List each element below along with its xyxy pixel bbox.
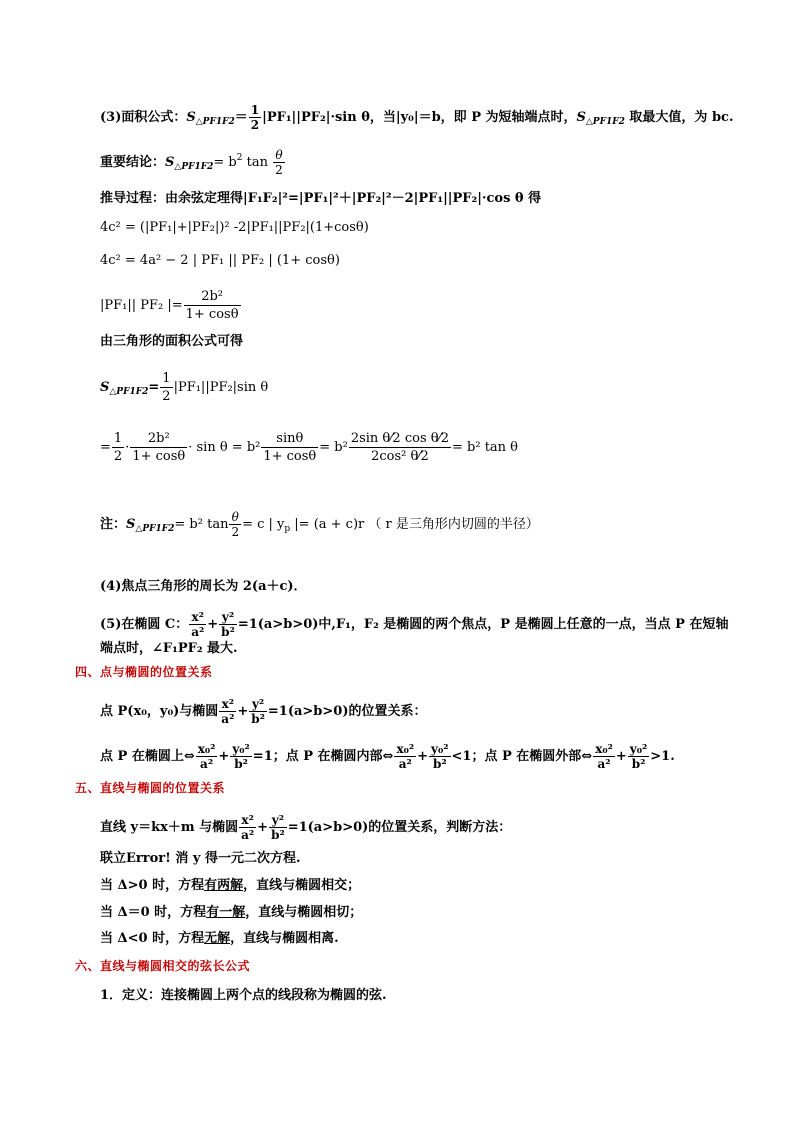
s4p1-y-den: b² bbox=[251, 712, 265, 726]
kc-fraction bbox=[273, 148, 285, 177]
eq5-f4-den: 2cos² θ⁄2 bbox=[349, 447, 451, 465]
s4p1-x-num: x² bbox=[221, 697, 235, 711]
item5-y-num: y² bbox=[221, 610, 235, 624]
derivation-eq1: 4c² = (|PF₁|+|PF₂|)² -2|PF₁||PF₂|(1+cosθ) bbox=[100, 220, 369, 235]
s5p4-b: ，直线与椭圆相切； bbox=[245, 905, 363, 920]
area-text: 由三角形的面积公式可得 bbox=[100, 334, 244, 349]
section6-heading: 六、直线与椭圆相交的弦长公式 bbox=[75, 959, 251, 973]
kc-s-sub: △PF1F2 bbox=[174, 162, 214, 172]
key-conclusion-label: 重要结论： bbox=[100, 155, 166, 170]
item5-x-num: x² bbox=[191, 610, 204, 624]
derivation-eq2: 4c² = 4a² − 2 | PF₁ || PF₂ | (1+ cosθ) bbox=[100, 253, 340, 268]
s5p3-b: ，直线与椭圆相交； bbox=[243, 878, 361, 893]
area-s2-sub: △PF1F2 bbox=[585, 117, 625, 127]
perimeter-line: (4)焦点三角形的周长为 2(a＋c)． bbox=[100, 579, 307, 594]
s4p1-plus: + bbox=[237, 704, 249, 719]
area-formula-line bbox=[100, 103, 733, 132]
s4p2-f4 bbox=[429, 742, 450, 771]
s4p1-y-fraction bbox=[249, 697, 267, 726]
note-fraction bbox=[229, 510, 241, 539]
derivation-eq5 bbox=[100, 430, 518, 465]
s4p1-x-fraction bbox=[219, 697, 236, 726]
item5-line2: 端点时，∠F₁PF₂ 最大. bbox=[100, 641, 238, 656]
key-conclusion-line bbox=[100, 148, 286, 177]
s5p1-x-den: a² bbox=[241, 828, 255, 842]
eq4-eq: = bbox=[148, 380, 160, 395]
section5-p1 bbox=[100, 813, 511, 842]
note-eq: = b² tan bbox=[174, 517, 229, 532]
s4p2-f2 bbox=[230, 742, 251, 771]
section4-heading: 四、点与椭圆的位置关系 bbox=[75, 665, 213, 679]
note-num: θ bbox=[231, 510, 239, 524]
note-p: p bbox=[284, 524, 291, 534]
s5p1-y-den: b² bbox=[271, 828, 285, 842]
s5p4-a: 当 Δ＝0 时，方程 bbox=[100, 905, 207, 920]
eq5-f4 bbox=[349, 430, 451, 465]
eq5-end: = b² tan θ bbox=[452, 440, 519, 455]
eq4-s: S bbox=[100, 380, 110, 395]
derivation-eq3 bbox=[100, 288, 242, 323]
s4p1-y-num: y² bbox=[251, 697, 265, 711]
eq5-dot: · bbox=[125, 440, 130, 455]
eq5-mid2: = b² bbox=[319, 440, 348, 455]
area-formula-prefix: (3)面积公式： bbox=[100, 110, 187, 125]
note-tail2: |= (a + c)r （ r 是三角形内切圆的半径） bbox=[290, 517, 539, 532]
s4p1-x-den: a² bbox=[221, 712, 235, 726]
item5-line1 bbox=[100, 610, 728, 639]
s4p2-f5-num: x₀² bbox=[595, 742, 613, 756]
section5-p3 bbox=[100, 877, 360, 895]
s4p2-f6-den: b² bbox=[628, 756, 649, 771]
eq5-start: = bbox=[100, 440, 111, 455]
s4p2-a: 点 P 在椭圆上⇔ bbox=[100, 749, 195, 764]
derivation-eq4 bbox=[100, 370, 268, 405]
area-eq: ＝ bbox=[234, 110, 248, 125]
area-half-den: 2 bbox=[250, 118, 260, 132]
eq5-f1-num: 1 bbox=[113, 431, 123, 446]
eq5-f1 bbox=[112, 430, 124, 465]
s4p2-f2-den: b² bbox=[230, 756, 251, 771]
eq5-f3-den: 1+ cosθ bbox=[263, 449, 317, 464]
s4p2-plus2: + bbox=[417, 749, 429, 764]
s5p4-u: 有一解 bbox=[206, 905, 246, 920]
eq5-f4-num: 2sin θ⁄2 cos θ⁄2 bbox=[350, 431, 450, 446]
s4p2-b: =1；点 P 在椭圆内部⇔ bbox=[252, 749, 394, 764]
eq5-f2-num: 2b² bbox=[147, 431, 170, 446]
section5-p2: 联立Error! 消 y 得一元二次方程. bbox=[100, 851, 301, 866]
s5p3-a: 当 Δ>0 时，方程 bbox=[100, 878, 205, 893]
note-s: S bbox=[126, 517, 136, 532]
s5p1-b: =1(a>b>0)的位置关系，判断方法： bbox=[287, 820, 512, 835]
section6-p1: 1．定义：连接椭圆上两个点的线段称为椭圆的弦. bbox=[100, 988, 387, 1003]
s4p1-b: =1(a>b>0)的位置关系： bbox=[267, 704, 427, 719]
s4p2-f3-num: x₀² bbox=[396, 742, 415, 756]
kc-sq: 2 bbox=[236, 153, 243, 163]
s5p1-y-num: y² bbox=[271, 813, 284, 827]
s5p1-a: 直线 y＝kx＋m 与椭圆 bbox=[100, 820, 239, 835]
item5-plus: + bbox=[207, 617, 219, 632]
eq4-fraction bbox=[160, 370, 172, 405]
eq4-num: 1 bbox=[162, 371, 171, 386]
item5-x-fraction bbox=[189, 610, 206, 639]
note-den: 2 bbox=[231, 525, 240, 539]
s4p2-f1 bbox=[196, 742, 218, 771]
item5-x-den: a² bbox=[191, 625, 205, 639]
s4p2-f3 bbox=[394, 742, 416, 771]
s4p2-plus3: + bbox=[615, 749, 627, 764]
note-line bbox=[100, 510, 539, 539]
kc-eq: = b bbox=[213, 155, 237, 170]
s5p5-a: 当 Δ<0 时，方程 bbox=[100, 931, 205, 946]
area-formula-body: |PF₁||PF₂|·sin θ，当|y₀|＝b，即 P 为短轴端点时， bbox=[262, 110, 577, 125]
eq3-left: |PF₁|| PF₂ |= bbox=[100, 298, 183, 313]
eq5-f3 bbox=[261, 430, 318, 465]
s4p2-f3-den: a² bbox=[394, 756, 416, 771]
area-s2: S bbox=[576, 110, 586, 125]
note-tail: = c | y bbox=[242, 517, 285, 532]
s4p2-f6-num: y₀² bbox=[629, 742, 648, 756]
s4p2-f2-num: y₀² bbox=[232, 742, 250, 756]
eq4-sub: △PF1F2 bbox=[109, 387, 149, 397]
s5p5-b: ，直线与椭圆相离. bbox=[230, 931, 339, 946]
section5-p5 bbox=[100, 930, 339, 948]
eq3-fraction bbox=[184, 288, 241, 323]
item5-y-den: b² bbox=[221, 625, 235, 639]
s4p1-a: 点 P(x₀，y₀)与椭圆 bbox=[100, 704, 219, 719]
s5p1-y-fraction bbox=[269, 813, 287, 842]
area-formula-tail: 取最大值，为 bc. bbox=[624, 110, 734, 125]
item5-b: =1(a>b>0)中,F₁，F₂ 是椭圆的两个焦点，P 是椭圆上任意的一点，当点 P 在短轴 bbox=[237, 617, 729, 632]
eq5-f2-den: 1+ cosθ bbox=[132, 449, 186, 464]
eq5-f3-num: sinθ bbox=[276, 431, 304, 446]
s4p2-d: >1. bbox=[650, 749, 675, 764]
s5p1-plus: + bbox=[257, 820, 269, 835]
kc-num: θ bbox=[275, 148, 283, 162]
s5p3-u: 有两解 bbox=[204, 878, 244, 893]
section5-heading: 五、直线与椭圆的位置关系 bbox=[75, 781, 226, 795]
kc-tan: tan bbox=[242, 155, 273, 170]
s5p1-x-fraction bbox=[239, 813, 256, 842]
eq3-den: 1+ cosθ bbox=[185, 307, 239, 322]
area-half-num: 1 bbox=[250, 103, 260, 117]
note-label: 注： bbox=[100, 517, 127, 532]
section4-p1 bbox=[100, 697, 426, 726]
eq5-f1-den: 2 bbox=[113, 449, 123, 464]
eq3-num: 2b² bbox=[201, 289, 223, 304]
eq4-tail: |PF₁||PF₂|sin θ bbox=[173, 380, 269, 395]
s4p2-c: <1；点 P 在椭圆外部⇔ bbox=[451, 749, 593, 764]
area-half-fraction bbox=[249, 103, 261, 132]
eq5-f2 bbox=[130, 430, 187, 465]
s4p2-plus1: + bbox=[218, 749, 230, 764]
kc-den: 2 bbox=[275, 163, 283, 177]
s4p2-f4-num: y₀² bbox=[431, 742, 449, 756]
s4p2-f1-den: a² bbox=[196, 756, 218, 771]
s5p5-u: 无解 bbox=[204, 931, 231, 946]
s4p2-f4-den: b² bbox=[429, 756, 450, 771]
item5-a: (5)在椭圆 C： bbox=[100, 617, 189, 632]
s4p2-f6 bbox=[628, 742, 649, 771]
s5p1-x-num: x² bbox=[241, 813, 254, 827]
eq4-den: 2 bbox=[162, 389, 171, 404]
note-s-sub: △PF1F2 bbox=[135, 524, 175, 534]
kc-s: S bbox=[165, 155, 175, 170]
eq5-mid1: · sin θ = b² bbox=[188, 440, 261, 455]
area-s-sub: △PF1F2 bbox=[195, 117, 235, 127]
s4p2-f5 bbox=[593, 742, 615, 771]
section4-p2 bbox=[100, 742, 675, 771]
item5-y-fraction bbox=[219, 610, 237, 639]
area-s: S bbox=[186, 110, 196, 125]
derivation-intro: 推导过程：由余弦定理得|F₁F₂|²=|PF₁|²＋|PF₂|²－2|PF₁||PF₂|·cos θ 得 bbox=[100, 191, 542, 206]
s4p2-f5-den: a² bbox=[593, 756, 615, 771]
section5-p4 bbox=[100, 904, 362, 922]
s4p2-f1-num: x₀² bbox=[197, 742, 216, 756]
